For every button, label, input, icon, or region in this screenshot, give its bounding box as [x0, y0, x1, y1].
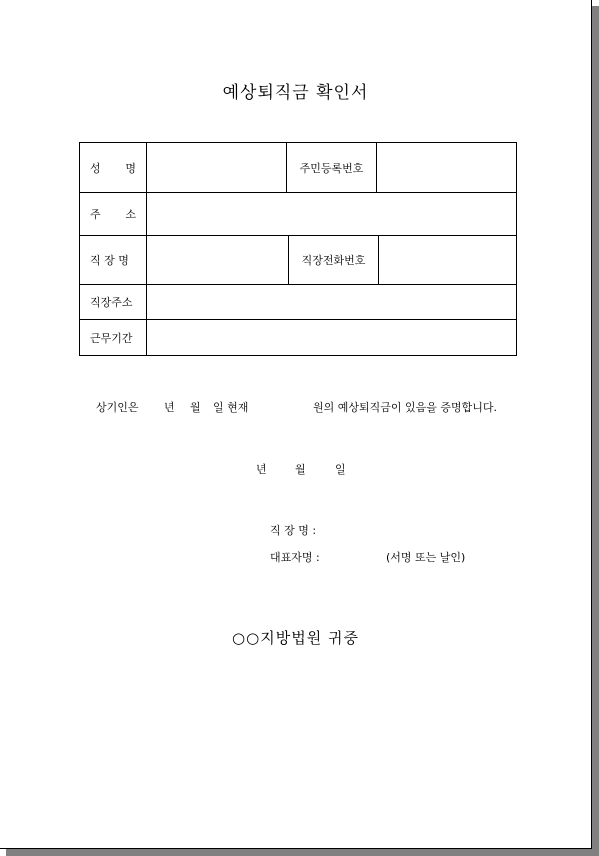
workplace-address-value[interactable] [147, 285, 516, 319]
address-label-part1: 주 [90, 208, 101, 221]
signature-seal-note: (서명 또는 날인) [386, 551, 466, 564]
signature-rep-label: 대표자명 : [270, 551, 320, 564]
info-table [79, 142, 517, 356]
workplace-address-label: 직장주소 [80, 285, 147, 319]
name-label-part2: 명 [125, 161, 136, 175]
name-label [80, 143, 147, 192]
statement-day-now: 일 현재 [213, 401, 249, 414]
address-label [80, 193, 147, 235]
address-value[interactable] [147, 193, 516, 235]
date-month: 월 [295, 463, 306, 476]
address-label-part2: 소 [125, 208, 136, 221]
statement-year: 년 [164, 401, 175, 414]
row-workplace [80, 236, 516, 285]
period-label: 근무기간 [80, 320, 147, 355]
document-title: 예상퇴직금 확인서 [222, 83, 369, 103]
signature-workplace-label: 직 장 명 : [270, 524, 317, 537]
statement-month: 월 [190, 401, 201, 414]
workplace-phone-value[interactable] [379, 236, 516, 284]
row-period [80, 320, 516, 355]
page-shadow-bottom [6, 849, 599, 856]
row-name [80, 143, 516, 193]
name-label-part1: 성 [90, 161, 101, 175]
workplace-phone-label: 직장전화번호 [289, 236, 379, 284]
statement-part2: 원의 예상퇴직금이 있음을 증명합니다. [313, 401, 498, 414]
resident-no-label: 주민등록번호 [287, 143, 377, 192]
statement-part1: 상기인은 [96, 401, 139, 414]
page-shadow-right [592, 6, 599, 856]
date-year: 년 [256, 463, 267, 476]
date-day: 일 [335, 463, 346, 476]
resident-no-value[interactable] [377, 143, 516, 192]
name-value[interactable] [147, 143, 287, 192]
row-address [80, 193, 516, 236]
workplace-label: 직 장 명 [80, 236, 147, 284]
workplace-value[interactable] [147, 236, 289, 284]
row-workplace-address [80, 285, 516, 320]
court-addressee: ○○지방법원 귀중 [232, 629, 359, 647]
period-value[interactable] [147, 320, 516, 355]
